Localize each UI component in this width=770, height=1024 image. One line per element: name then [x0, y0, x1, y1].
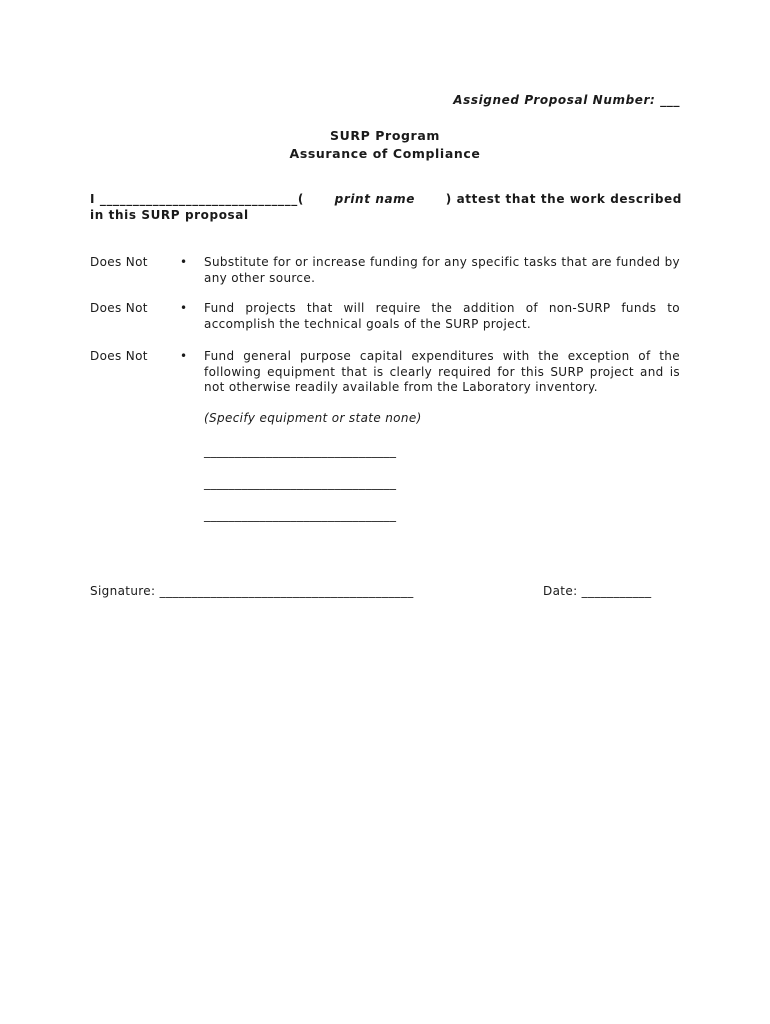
clause-item — [90, 301, 680, 333]
bullet-icon: • — [180, 301, 188, 315]
clause-text: Fund projects that will require the addition of non-SURP funds to accomplish the technical goals of the SURP project. — [204, 301, 680, 331]
bullet-icon: • — [180, 255, 188, 269]
clause-text: Substitute for or increase funding for any specific tasks that are funded by any other source. — [204, 255, 680, 285]
equipment-blank-line[interactable]: _______________________________ — [204, 476, 397, 490]
clause-label: Does Not — [90, 301, 148, 315]
attestation-suffix: ) attest that the work described — [445, 192, 682, 206]
signature-field[interactable]: Signature: ________________________________________ — [90, 584, 414, 598]
assigned-proposal-number: Assigned Proposal Number: ___ — [453, 93, 680, 107]
attestation-line-2: in this SURP proposal — [90, 208, 249, 222]
equipment-instruction: (Specify equipment or state none) — [204, 411, 422, 425]
clause-item — [90, 255, 680, 287]
clause-label: Does Not — [90, 349, 148, 363]
program-title: SURP Program — [330, 128, 440, 143]
equipment-blank-line[interactable]: _______________________________ — [204, 444, 397, 458]
clause-label: Does Not — [90, 255, 148, 269]
attestation-name-blank[interactable]: I ______________________________( — [90, 192, 304, 206]
equipment-blank-line[interactable]: _______________________________ — [204, 508, 397, 522]
attestation-statement — [90, 191, 682, 223]
clause-text: Fund general purpose capital expenditures with the exception of the following equipment that is clearly required for this SURP project and is not otherwise readily available from the Laboratory inventory. — [204, 349, 680, 394]
clause-item — [90, 349, 680, 397]
document-title — [0, 127, 770, 163]
bullet-icon: • — [180, 349, 188, 363]
compliance-title: Assurance of Compliance — [289, 146, 481, 161]
attestation-line-1 — [90, 191, 682, 207]
print-name-hint: print name — [334, 192, 416, 206]
date-field[interactable]: Date: ___________ — [543, 584, 652, 598]
